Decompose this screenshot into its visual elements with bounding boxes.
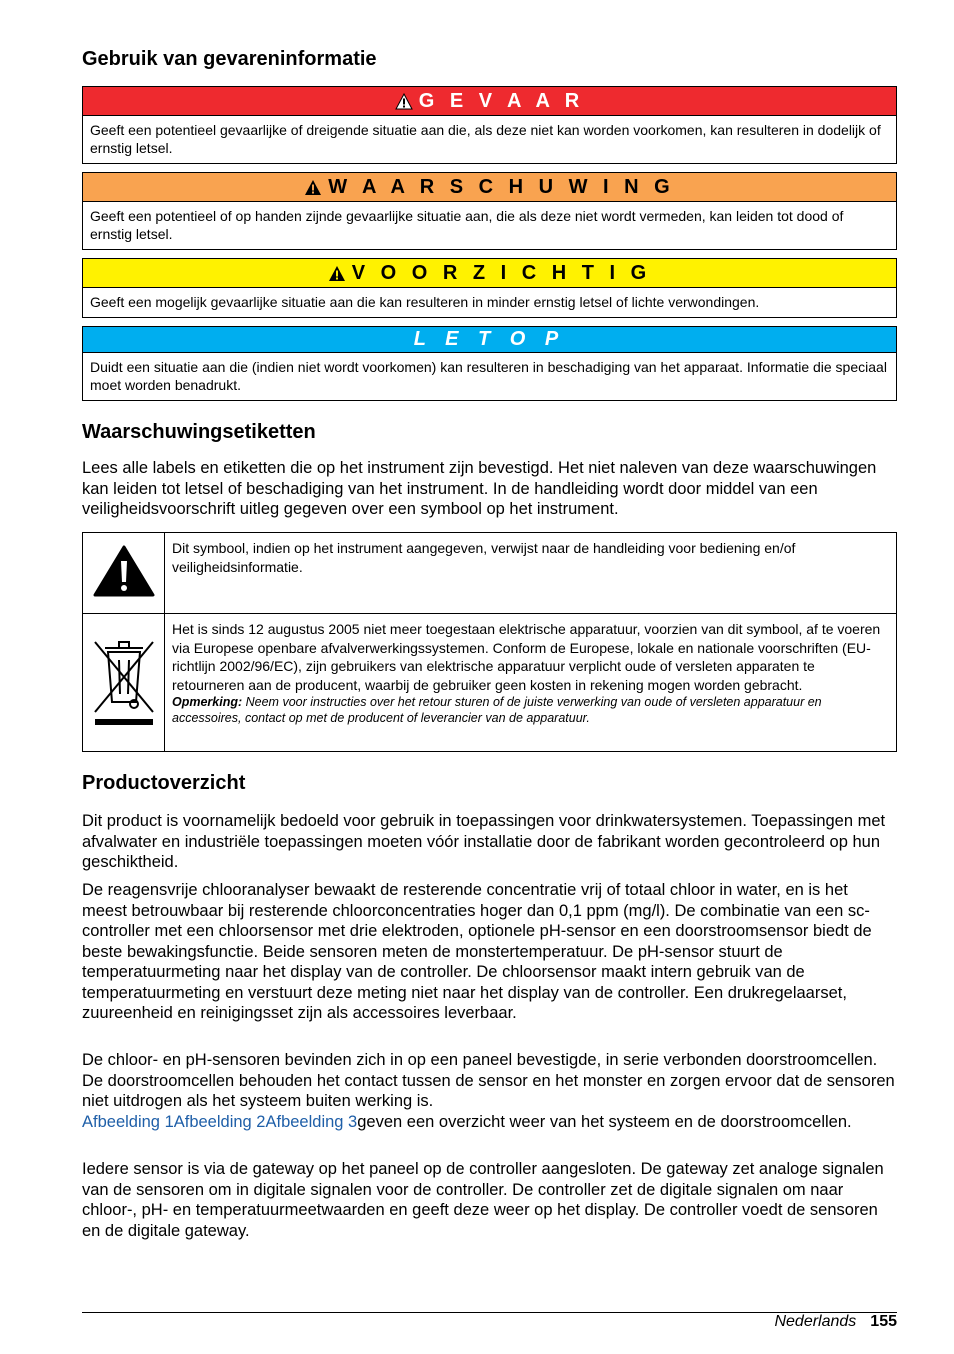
symbol-cell bbox=[83, 533, 165, 614]
overview-paragraph-3-text: De chloor- en pH-sensoren bevinden zich in op een paneel bevestigde, in serie verbonden doorstroomcellen. De doorstroomcellen behouden het contact tussen de sensor en het monster en zorgen ervoor dat de sensoren niet uitdrogen als het systeem buiten werking is. bbox=[82, 1051, 895, 1110]
overview-paragraph-4: Iedere sensor is via de gateway op het paneel op de controller aangesloten. De gateway zet analoge signalen van de sensoren om in digitale signalen voor de controller. De controller zet de digitale signalen om naar chloor-, pH- en temperatuurmeetwaarden en geeft deze weer op het display. De controller voedt de sensoren en de digitale gateway. bbox=[82, 1160, 884, 1240]
section-title-product-overview: Productoverzicht bbox=[82, 772, 246, 794]
note-text: Neem voor instructies over het retour sturen of de juiste verwerking van oude of versleten apparatuur en accessoires, contact op met de producent of leverancier van de apparatuur. bbox=[172, 695, 822, 725]
hazard-header-warning bbox=[83, 173, 896, 202]
figure-reference-link[interactable]: Afbeelding 1Afbeelding 2Afbeelding 3 bbox=[82, 1112, 358, 1131]
hazard-label-danger: G E V A A R bbox=[418, 89, 585, 112]
weee-text: Het is sinds 12 augustus 2005 niet meer toegestaan elektrische apparatuur, voorzien van dit symbool, af te voeren via Europese openbare afvalverwerkingssystemen. Conform de Europese, lokale en nationale voorschriften (EU-richtlijn 2002/96/EC), zijn gebruikers van elektrische apparatuur verplicht oude of versleten apparaten te retourneren aan de producent, waarbij de gebruiker geen kosten in rekening mogen worden gebracht. bbox=[172, 621, 881, 693]
symbol-table bbox=[82, 532, 897, 752]
weee-note bbox=[172, 694, 889, 726]
hazard-box-caution bbox=[82, 258, 897, 318]
hazard-text-danger: Geeft een potentieel gevaarlijke of dreigende situatie aan die, als deze niet kan worden voorkomen, kan resulteren in dodelijk of ernstig letsel. bbox=[90, 122, 881, 156]
hazard-header-notice bbox=[83, 327, 896, 353]
hazard-label-warning: W A A R S C H U W I N G bbox=[328, 175, 675, 198]
hazard-text-caution: Geeft een mogelijk gevaarlijke situatie aan die kan resulteren in minder ernstig letsel of lichte verwondingen. bbox=[90, 294, 760, 310]
overview-paragraph-2: De reagensvrije chlooranalyser bewaakt de resterende concentratie vrij of totaal chloor in water, en is het meest betrouwbaar bij resterende chloorconcentraties hoger dan 0,1 ppm (mg/l). De combinatie van een sc-controller met een chloorsensor met drie elektroden, optionele pH-sensor en een doorstroomsensor biedt de beste bewakingsfunctie. Beide sensoren meten de monstertemperatuur. De pH-sensor stuurt de temperatuurmeting naar het display van de controller. De chloorsensor maakt intern gebruik van de temperatuurmeting en verstuurt deze meting niet naar het display van de controller. Een drukregelaarset, zuureenheid en reinigingsset zijn als accessoires leverbaar. bbox=[82, 881, 872, 1022]
hazard-header-danger bbox=[83, 87, 896, 116]
symbol-description bbox=[165, 614, 897, 752]
hazard-box-notice bbox=[82, 326, 897, 401]
warning-triangle-icon bbox=[92, 544, 156, 598]
crossed-bin-icon bbox=[91, 632, 157, 728]
note-label: Opmerking: bbox=[172, 695, 243, 709]
warning-icon bbox=[304, 179, 322, 196]
symbol-cell bbox=[83, 614, 165, 752]
footer-language: Nederlands bbox=[774, 1313, 857, 1330]
hazard-label-notice: L E T O P bbox=[413, 328, 566, 350]
table-row bbox=[83, 614, 897, 752]
hazard-box-danger bbox=[82, 86, 897, 164]
table-row bbox=[83, 533, 897, 614]
page-number: 155 bbox=[870, 1313, 897, 1330]
footer bbox=[774, 1313, 897, 1331]
warning-icon bbox=[395, 93, 413, 110]
warning-icon bbox=[328, 265, 346, 282]
symbol-description: Dit symbool, indien op het instrument aangegeven, verwijst naar de handleiding voor bediening en/of veiligheidsinformatie. bbox=[165, 533, 897, 614]
hazard-header-caution bbox=[83, 259, 896, 288]
overview-paragraph-1: Dit product is voornamelijk bedoeld voor gebruik in toepassingen voor drinkwatersystemen. Toepassingen met afvalwater en industriële toepassingen moeten vóór installatie door de fabrikant worden gecontroleerd op hun geschiktheid. bbox=[82, 812, 886, 871]
hazard-box-warning bbox=[82, 172, 897, 250]
warning-labels-intro: Lees alle labels en etiketten die op het instrument zijn bevestigd. Het niet naleven van deze waarschuwingen kan leiden tot letsel of beschadiging van het instrument. In de handleiding wordt door middel van een veiligheidsvoorschrift uitleg gegeven over een symbool op het instrument. bbox=[82, 459, 877, 518]
overview-paragraph-3 bbox=[82, 1050, 897, 1132]
section-title-hazard-info: Gebruik van gevareninformatie bbox=[82, 48, 377, 70]
overview-paragraph-3-tail: geven een overzicht weer van het systeem en de doorstroomcellen. bbox=[357, 1112, 852, 1131]
hazard-text-warning: Geeft een potentieel of op handen zijnde gevaarlijke situatie aan, die als deze niet wordt vermeden, kan leiden tot dood of ernstig letsel. bbox=[90, 208, 844, 242]
hazard-text-notice: Duidt een situatie aan die (indien niet wordt voorkomen) kan resulteren in beschadiging van het apparaat. Informatie die speciaal moet worden benadrukt. bbox=[90, 359, 887, 393]
section-title-warning-labels: Waarschuwingsetiketten bbox=[82, 421, 316, 443]
hazard-label-caution: V O O R Z I C H T I G bbox=[351, 261, 652, 284]
